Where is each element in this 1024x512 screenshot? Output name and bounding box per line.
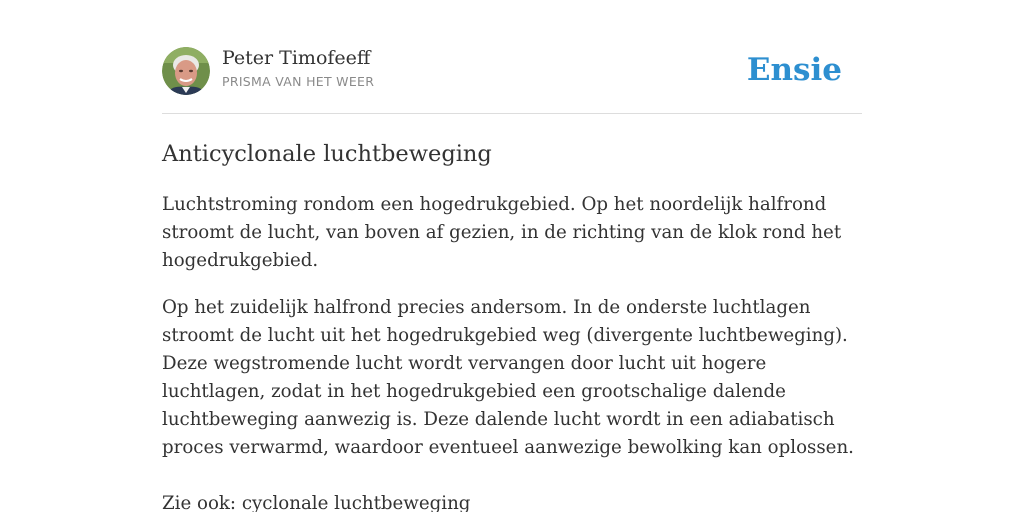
article-paragraph: Op het zuidelijk halfrond precies andersom. In de onderste luchtlagen stroomt de lucht uit het hogedrukgebied weg (divergente luchtbeweging). Deze wegstromende lucht wordt vervangen door lucht uit hogere luchtlagen, zodat in het hogedrukgebied een grootschalige dalende luchtbeweging aanwezig is. Deze dalende lucht wordt in een adiabatisch proces verwarmd, waardoor eventueel aanwezige bewolking kan oplossen.: [162, 297, 854, 458]
avatar-image: [162, 47, 210, 95]
see-also: [162, 490, 862, 512]
author-subtitle[interactable]: PRISMA VAN HET WEER: [222, 74, 375, 89]
brand-logo[interactable]: Ensie: [746, 52, 842, 88]
see-also-prefix: Zie ook:: [162, 493, 242, 512]
article-title: Anticyclonale luchtbeweging: [162, 141, 492, 167]
page: [162, 0, 862, 512]
article-paragraph: Luchtstroming rondom een hogedrukgebied. Op het noordelijk halfrond stroomt de lucht, van boven af gezien, in de richting van de klok rond het hogedrukgebied.: [162, 194, 842, 271]
author-name[interactable]: Peter Timofeeff: [222, 47, 371, 69]
see-also-link[interactable]: cyclonale luchtbeweging: [241, 493, 471, 512]
author-avatar[interactable]: [162, 47, 210, 95]
author-header: [162, 46, 862, 114]
